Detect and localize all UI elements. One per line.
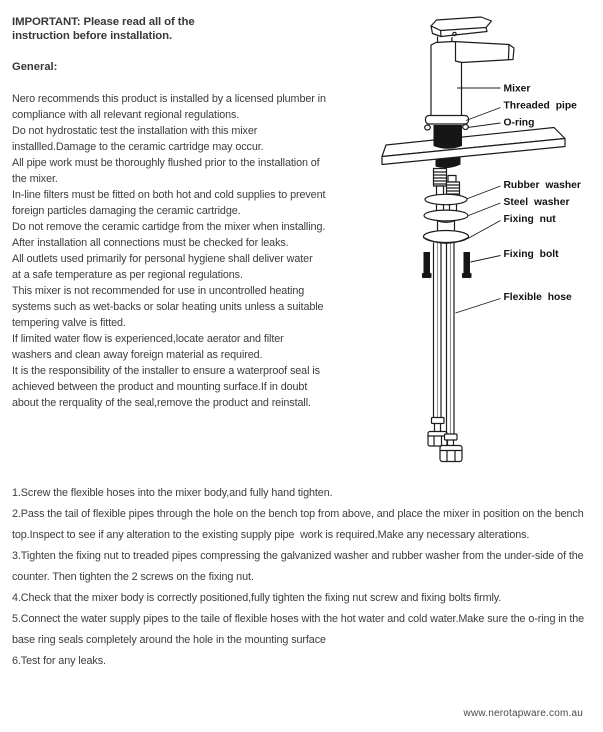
step-line: 1.Screw the flexible hoses into the mixer body,and fully hand tighten. xyxy=(12,487,333,499)
website-url: www.nerotapware.com.au xyxy=(463,708,583,719)
step-line: top.Inspect to see if any alteration to the existing supply pipe work is required.Make any necessary alterations. xyxy=(12,529,530,541)
handle-screw-icon xyxy=(453,32,456,35)
notice-line: instruction before installation. xyxy=(12,30,173,42)
general-line: Do not remove the ceramic cartidge from the mixer when installing. xyxy=(12,221,326,233)
general-line: All outlets used primarily for personal hygiene shall deliver water xyxy=(12,253,313,265)
o-ring-right-drawing xyxy=(463,125,469,130)
diagram-label-fixing-nut: Fixing nut xyxy=(503,214,556,225)
mixer-handle-drawing xyxy=(431,17,492,31)
installation-diagram xyxy=(375,5,603,470)
steel-washer-drawing xyxy=(424,210,468,221)
diagram-label-mixer: Mixer xyxy=(503,83,531,95)
important-notice xyxy=(12,15,312,43)
bench-top-drawing xyxy=(382,128,565,165)
threaded-pipe-left-drawing xyxy=(434,169,447,197)
general-line: Nero recommends this product is installed by a licensed plumber in xyxy=(12,93,326,105)
fixing-nut-drawing xyxy=(424,221,469,243)
diagram-label-rubber-washer: Rubber washer xyxy=(503,180,581,191)
general-line: about the rerquality of the seal,remove the product and reinstall. xyxy=(12,397,311,409)
mixer-drawing xyxy=(425,17,514,130)
rubber-washer-drawing xyxy=(425,194,467,204)
general-line: If limited water flow is experienced,locate aerator and filter xyxy=(12,333,284,345)
general-line: achieved between the product and mounting surface.If in doubt xyxy=(12,381,308,393)
general-line: the mixer. xyxy=(12,173,58,185)
flexible-hose-right-drawing xyxy=(440,243,462,462)
step-line: 4.Check that the mixer body is correctly positioned,fully tighten the fixing nut screw and fixing bolts firmly. xyxy=(12,592,502,604)
o-ring-left-drawing xyxy=(425,125,431,130)
general-line: This mixer is not recommended for use in uncontrolled heating xyxy=(12,285,305,297)
o-ring-base-drawing xyxy=(434,125,463,149)
general-line: It is the responsibility of the installer to ensure a waterproof seal is xyxy=(12,365,320,377)
step-line: 5.Connect the water supply pipes to the taile of flexible hoses with the hot water and cold water.Make sure the o-ring in the xyxy=(12,613,585,625)
general-line: compliance with all relevant regional regulations. xyxy=(12,109,240,121)
diagram-label-threaded-pipe: Threaded pipe xyxy=(503,100,577,112)
general-paragraph xyxy=(12,91,364,411)
mixer-body-drawing xyxy=(431,42,514,118)
hose-nut-right-drawing xyxy=(440,446,462,462)
general-line: foreign particles damaging the ceramic cartridge. xyxy=(12,205,241,217)
general-line: In-line filters must be fitted on both hot and cold supplies to prevent xyxy=(12,189,326,201)
step-line: 2.Pass the tail of flexible pipes through the hole on the bench top from above, and place the mixer in position on the bench xyxy=(12,508,584,520)
diagram-label-o-ring: O-ring xyxy=(503,117,535,129)
general-line: at a safe temperature as per regional regulations. xyxy=(12,269,243,281)
diagram-label-steel-washer: Steel washer xyxy=(503,197,570,208)
general-line: washers and clean away foreign material as required. xyxy=(12,349,263,361)
notice-line: IMPORTANT: Please read all of the xyxy=(12,16,195,28)
diagram-label-flexible-hose: Flexible hose xyxy=(503,292,572,303)
general-line: After installation all connections must be checked for leaks. xyxy=(12,237,289,249)
diagram-label-fixing-bolt: Fixing bolt xyxy=(503,249,559,260)
general-line: Do not hydrostatic test the installation with this mixer xyxy=(12,125,258,137)
under-bench-parts-drawing xyxy=(422,169,472,462)
step-line: 3.Tighten the fixing nut to treaded pipes compressing the galvanized washer and rubber washer from the under-side of the xyxy=(12,550,584,562)
fixing-bolt-right-drawing xyxy=(462,252,472,278)
step-line: 6.Test for any leaks. xyxy=(12,655,106,667)
general-line: systems such as wet-backs or solar heating units unless a suitable xyxy=(12,301,324,313)
step-line: base ring seals completely around the hole in the mounting surface xyxy=(12,634,326,646)
mixer-base-plate-drawing xyxy=(426,116,469,125)
general-heading: General: xyxy=(12,61,58,73)
general-line: installled.Damage to the ceramic cartridge may occur. xyxy=(12,141,264,153)
installation-steps xyxy=(12,483,603,672)
threaded-pipe-right-drawing xyxy=(447,176,460,197)
general-line: tempering valve is fitted. xyxy=(12,317,126,329)
fixing-bolt-left-drawing xyxy=(422,252,432,278)
general-line: All pipe work must be thoroughly flushed prior to the installation of xyxy=(12,157,320,169)
step-line: counter. Then tighten the 2 screws on the fixing nut. xyxy=(12,571,254,583)
